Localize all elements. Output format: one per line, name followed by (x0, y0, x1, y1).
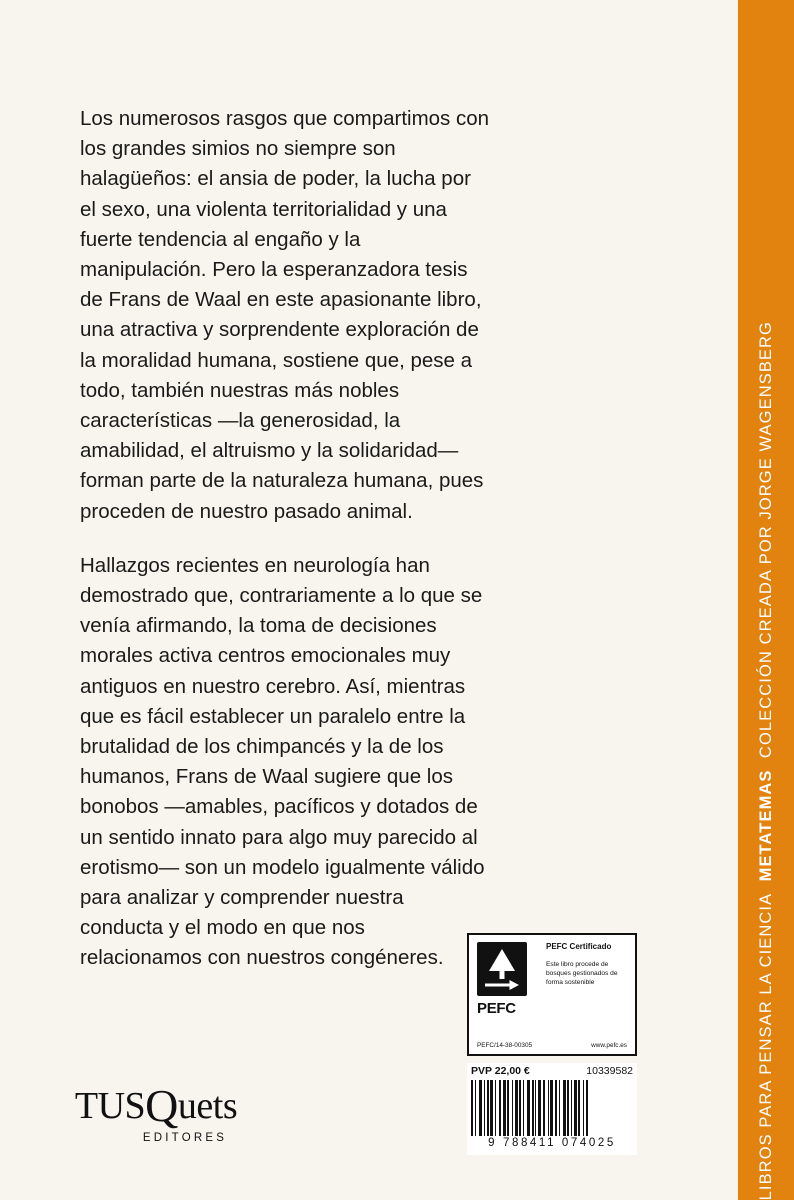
isbn-digits: 9 788411 074025 (488, 1137, 616, 1149)
spine-collection-tagline: LIBROS PARA PENSAR LA CIENCIA (756, 892, 775, 1200)
internal-id-label: 10339582 (586, 1065, 633, 1077)
barcode-block (467, 1063, 637, 1155)
publisher-subtitle: EDITORES (142, 1132, 228, 1144)
blurb-paragraph-1: Los numerosos rasgos que compartimos con los grandes simios no siempre son halagüeños: el ansia de poder, la lucha por el sexo, una violenta territorialidad y una fuerte tendencia al engaño y la manipulación. Pero la esperanzadora tesis de Frans de Waal en este apasionante libro, una atractiva y sorprendente exploración de la moralidad humana, sostiene que, pese a todo, también nuestras más nobles características —la generosidad, la amabilidad, el altruismo y la solidaridad— forman parte de la naturaleza humana, pues proceden de nuestro pasado animal. (80, 107, 490, 523)
publisher-logo (66, 1080, 246, 1144)
price-label: PVP 22,00 € (471, 1065, 530, 1077)
spine-text (758, 285, 775, 1200)
spine-collection-credit: COLECCIÓN CREADA POR JORGE WAGENSBERG (756, 320, 775, 758)
back-cover-blurb (80, 104, 490, 974)
spine-imprint: METATEMAS (756, 769, 775, 882)
pefc-text-container (539, 942, 629, 1048)
spine-text-container (738, 0, 794, 1200)
pefc-description: Este libro procede de bosques gestionados de forma sostenible (546, 961, 618, 986)
pefc-title: PEFC Certificado (546, 942, 612, 951)
pefc-tree-shape (489, 949, 515, 971)
publisher-name-q: Q (145, 1080, 178, 1131)
spine-band (738, 0, 794, 1200)
pefc-certification-box (467, 933, 637, 1056)
pefc-url: www.pefc.es (591, 1042, 627, 1049)
pefc-arrow-shape (485, 980, 519, 990)
pefc-trunk-shape (500, 970, 505, 979)
publisher-name (66, 1080, 246, 1131)
publisher-name-part1: TUS (74, 1085, 146, 1127)
blurb-paragraph-2: Hallazgos recientes en neurología han demostrado que, contrariamente a lo que se venía afirmando, la toma de decisiones morales activa centros emocionales muy antiguos en nuestro cerebro. Así, mientras que es fácil establecer un paralelo entre la brutalidad de los chimpancés y la de los humanos, Frans de Waal sugiere que los bonobos —amables, pacíficos y dotados de un sentido innato para algo muy parecido al erotismo— son un modelo igualmente válido para analizar y comprender nuestra conducta y el modo en que nos relacionamos con nuestros congéneres. (80, 553, 485, 970)
pefc-logo-container (477, 942, 539, 1048)
pefc-logo-label: PEFC (477, 1000, 516, 1017)
pefc-tree-arrow-icon (477, 942, 527, 996)
barcode-bars (471, 1080, 633, 1136)
pefc-code: PEFC/14-38-00305 (477, 1042, 533, 1049)
barcode-header (467, 1063, 637, 1080)
publisher-name-part2: uets (177, 1085, 238, 1127)
